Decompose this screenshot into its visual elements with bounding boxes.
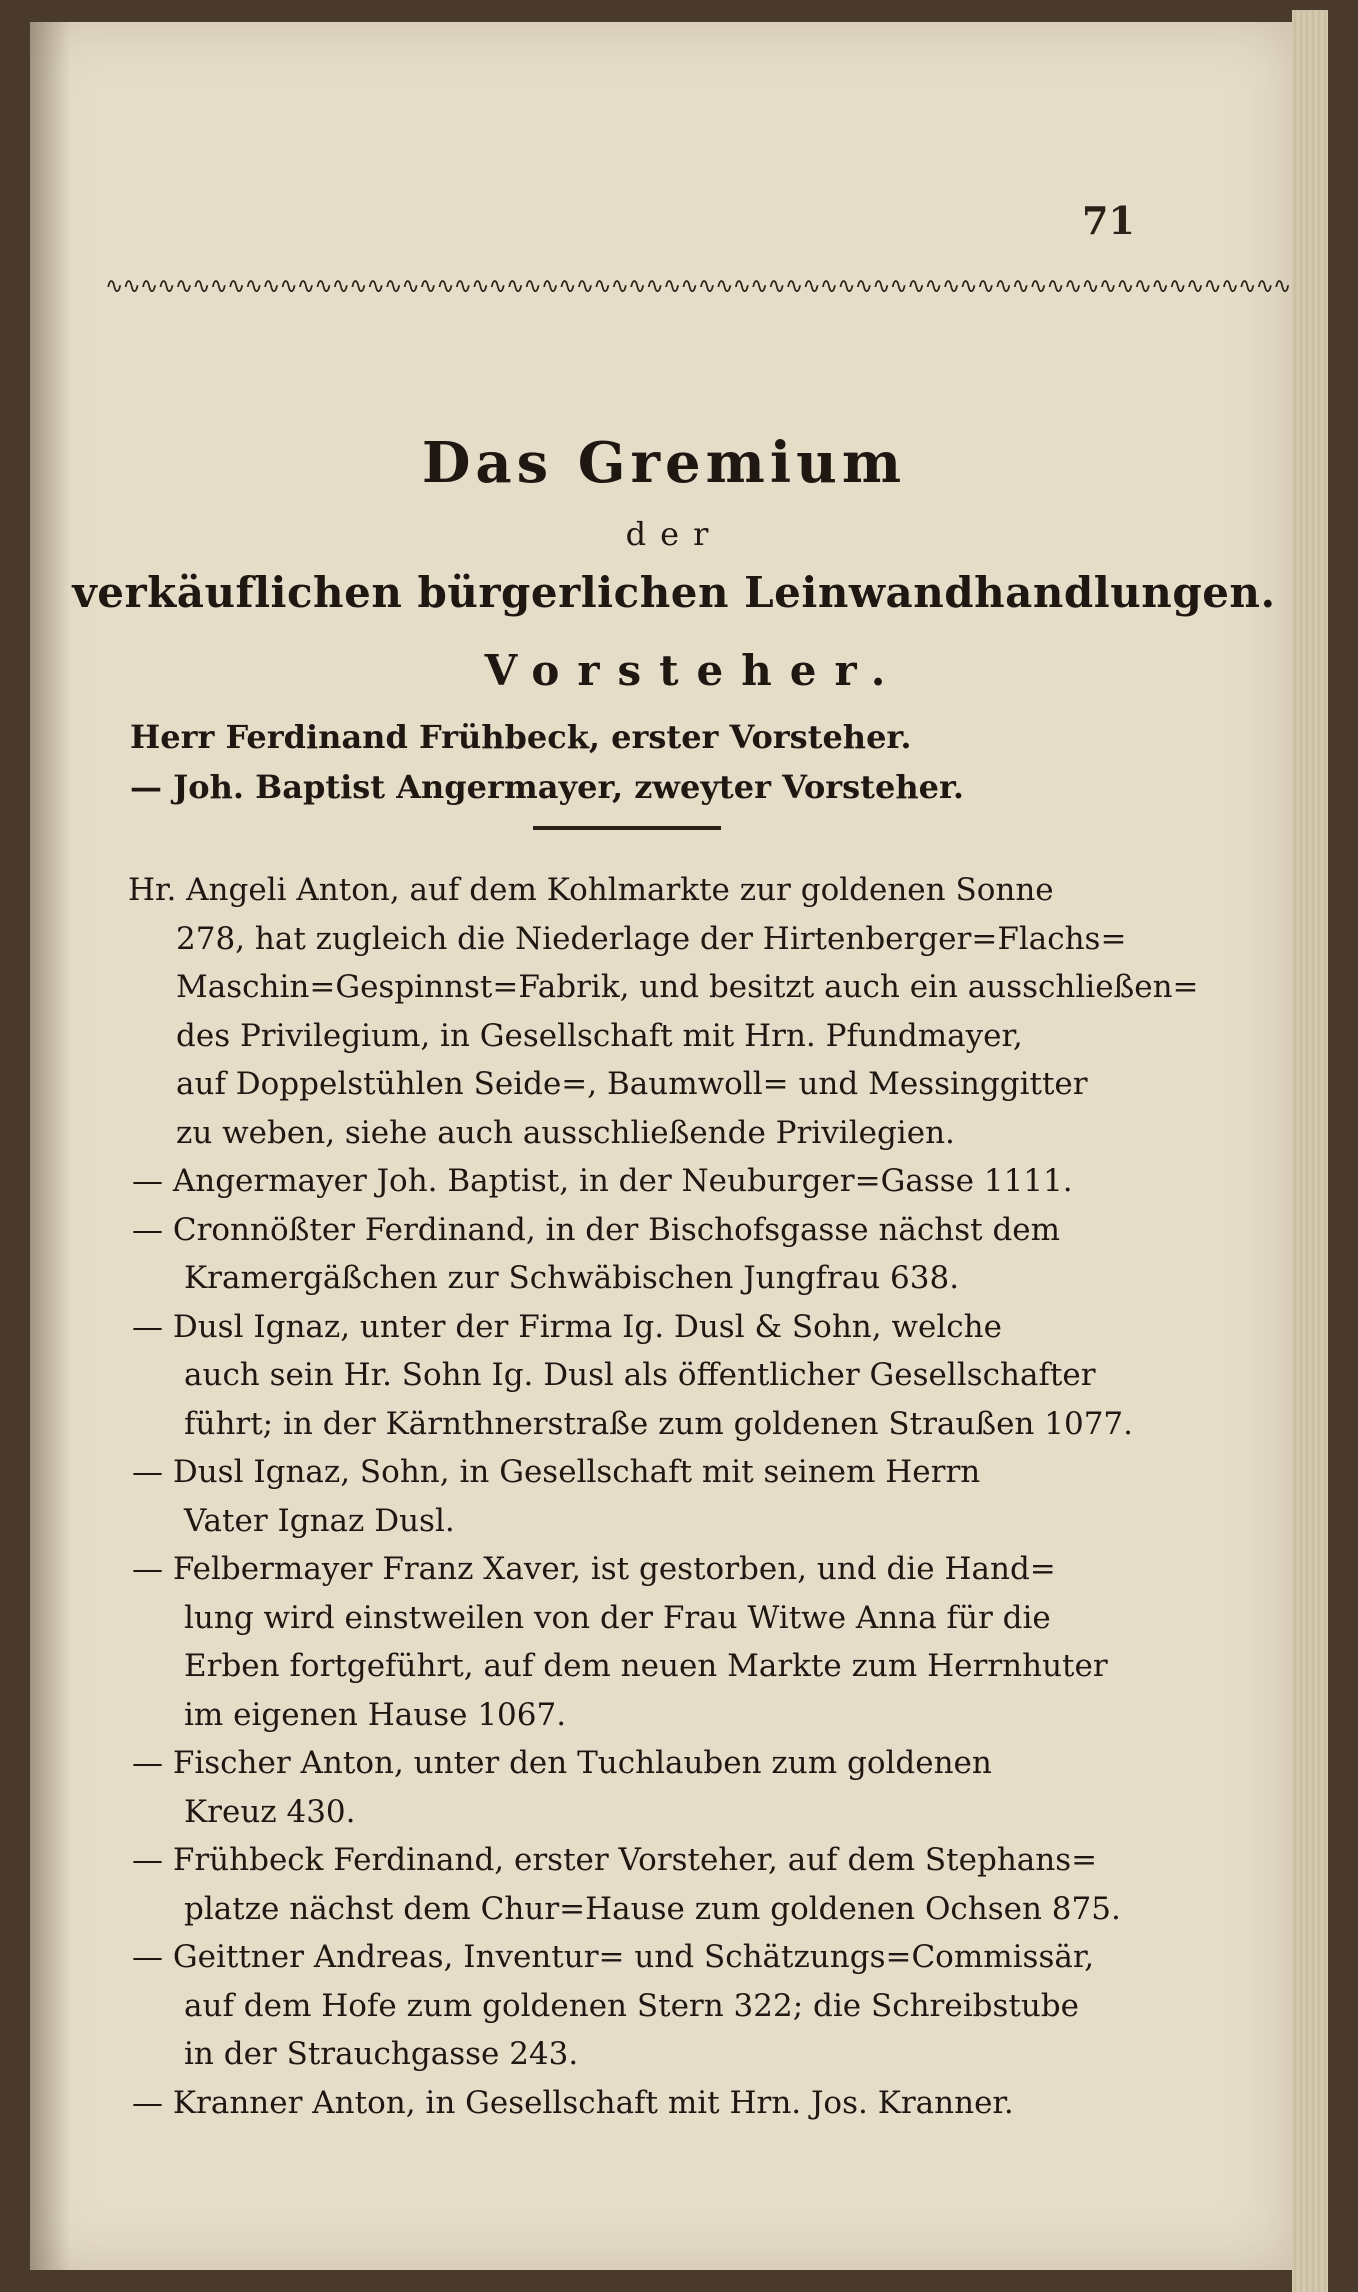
officers-list [130, 712, 1130, 812]
entry-line: auf Doppelstühlen Seide=, Baumwoll= und Messinggitter [176, 1066, 1088, 1102]
entry-line: — Geittner Andreas, Inventur= und Schätzungs=Commissär, [132, 1939, 1095, 1975]
entry-line: Kreuz 430. [184, 1793, 356, 1830]
entry-line: Hr. Angeli Anton, auf dem Kohlmarkte zur goldenen Sonne [128, 872, 1054, 908]
list-item [128, 1448, 1168, 1545]
list-item [128, 1836, 1168, 1933]
list-item [128, 866, 1199, 1157]
page-edge [1292, 10, 1328, 2292]
page-number: 71 [1082, 198, 1135, 243]
officer-line: Herr Ferdinand Frühbeck, erster Vorsteher. [130, 718, 912, 756]
entry-line: in der Strauchgasse 243. [184, 2036, 579, 2072]
gutter-shadow [30, 22, 70, 2270]
entry-line: zu weben, siehe auch ausschließende Privilegien. [176, 1114, 955, 1151]
entry-line: Vater Ignaz Dusl. [184, 1502, 455, 1539]
officer-line: — Joh. Baptist Angermayer, zweyter Vorsteher. [130, 768, 964, 806]
title-connector: der [625, 515, 723, 553]
list-item [128, 1933, 1168, 2079]
entry-line: platze nächst dem Chur=Hause zum goldenen Ochsen 875. [184, 1890, 1121, 1927]
entry-line: Erben fortgeführt, auf dem neuen Markte zum Herrnhuter [184, 1648, 1108, 1684]
entry-line: auf dem Hofe zum goldenen Stern 322; die Schreibstube [184, 1987, 1079, 2024]
list-item [128, 2079, 1168, 2128]
entry-line: Maschin=Gespinnst=Fabrik, und besitzt auch ein ausschließen= [176, 969, 1199, 1005]
entry-line: — Dusl Ignaz, unter der Firma Ig. Dusl & Sohn, welche [132, 1308, 1002, 1345]
page-title: Das Gremium [421, 430, 907, 496]
entry-line: 278, hat zugleich die Niederlage der Hirtenberger=Flachs= [176, 920, 1127, 957]
list-item [128, 1739, 1168, 1836]
entry-line: lung wird einstweilen von der Frau Witwe Anna für die [184, 1599, 1051, 1636]
list-item [128, 1545, 1168, 1739]
page-subtitle: verkäuflichen bürgerlichen Leinwandhandlungen. [72, 568, 1276, 617]
entries-list [128, 866, 1199, 2127]
list-item [128, 1303, 1168, 1449]
section-heading: Vorsteher. [484, 646, 904, 695]
ornament-rule: ∿∿∿∿∿∿∿∿∿∿∿∿∿∿∿∿∿∿∿∿∿∿∿∿∿∿∿∿∿∿∿∿∿∿∿∿∿∿∿∿∿∿∿∿∿∿∿∿∿∿∿∿∿∿∿∿∿∿∿∿∿∿∿∿∿∿∿∿ [105, 274, 1291, 299]
entry-line: — Angermayer Joh. Baptist, in der Neuburger=Gasse 1111. [132, 1163, 1073, 1199]
entry-line: auch sein Hr. Sohn Ig. Dusl als öffentlicher Gesellschafter [184, 1357, 1096, 1393]
entry-line: — Dusl Ignaz, Sohn, in Gesellschaft mit seinem Herrn [132, 1454, 981, 1490]
entry-line: Kramergäßchen zur Schwäbischen Jungfrau 638. [184, 1260, 960, 1296]
entry-line: führt; in der Kärnthnerstraße zum goldenen Straußen 1077. [184, 1405, 1133, 1442]
entry-line: — Frühbeck Ferdinand, erster Vorsteher, auf dem Stephans= [132, 1842, 1098, 1878]
entry-line: — Felbermayer Franz Xaver, ist gestorben, und die Hand= [132, 1551, 1056, 1587]
entry-line: — Cronnößter Ferdinand, in der Bischofsgasse nächst dem [132, 1211, 1061, 1248]
entry-line: — Kranner Anton, in Gesellschaft mit Hrn. Jos. Kranner. [132, 2084, 1014, 2121]
entry-line: im eigenen Hause 1067. [184, 1696, 567, 1733]
divider [533, 826, 721, 830]
entry-line: des Privilegium, in Gesellschaft mit Hrn. Pfundmayer, [176, 1017, 1023, 1054]
list-item [128, 1206, 1168, 1303]
list-item [128, 1157, 1168, 1206]
entry-line: — Fischer Anton, unter den Tuchlauben zum goldenen [132, 1745, 992, 1781]
